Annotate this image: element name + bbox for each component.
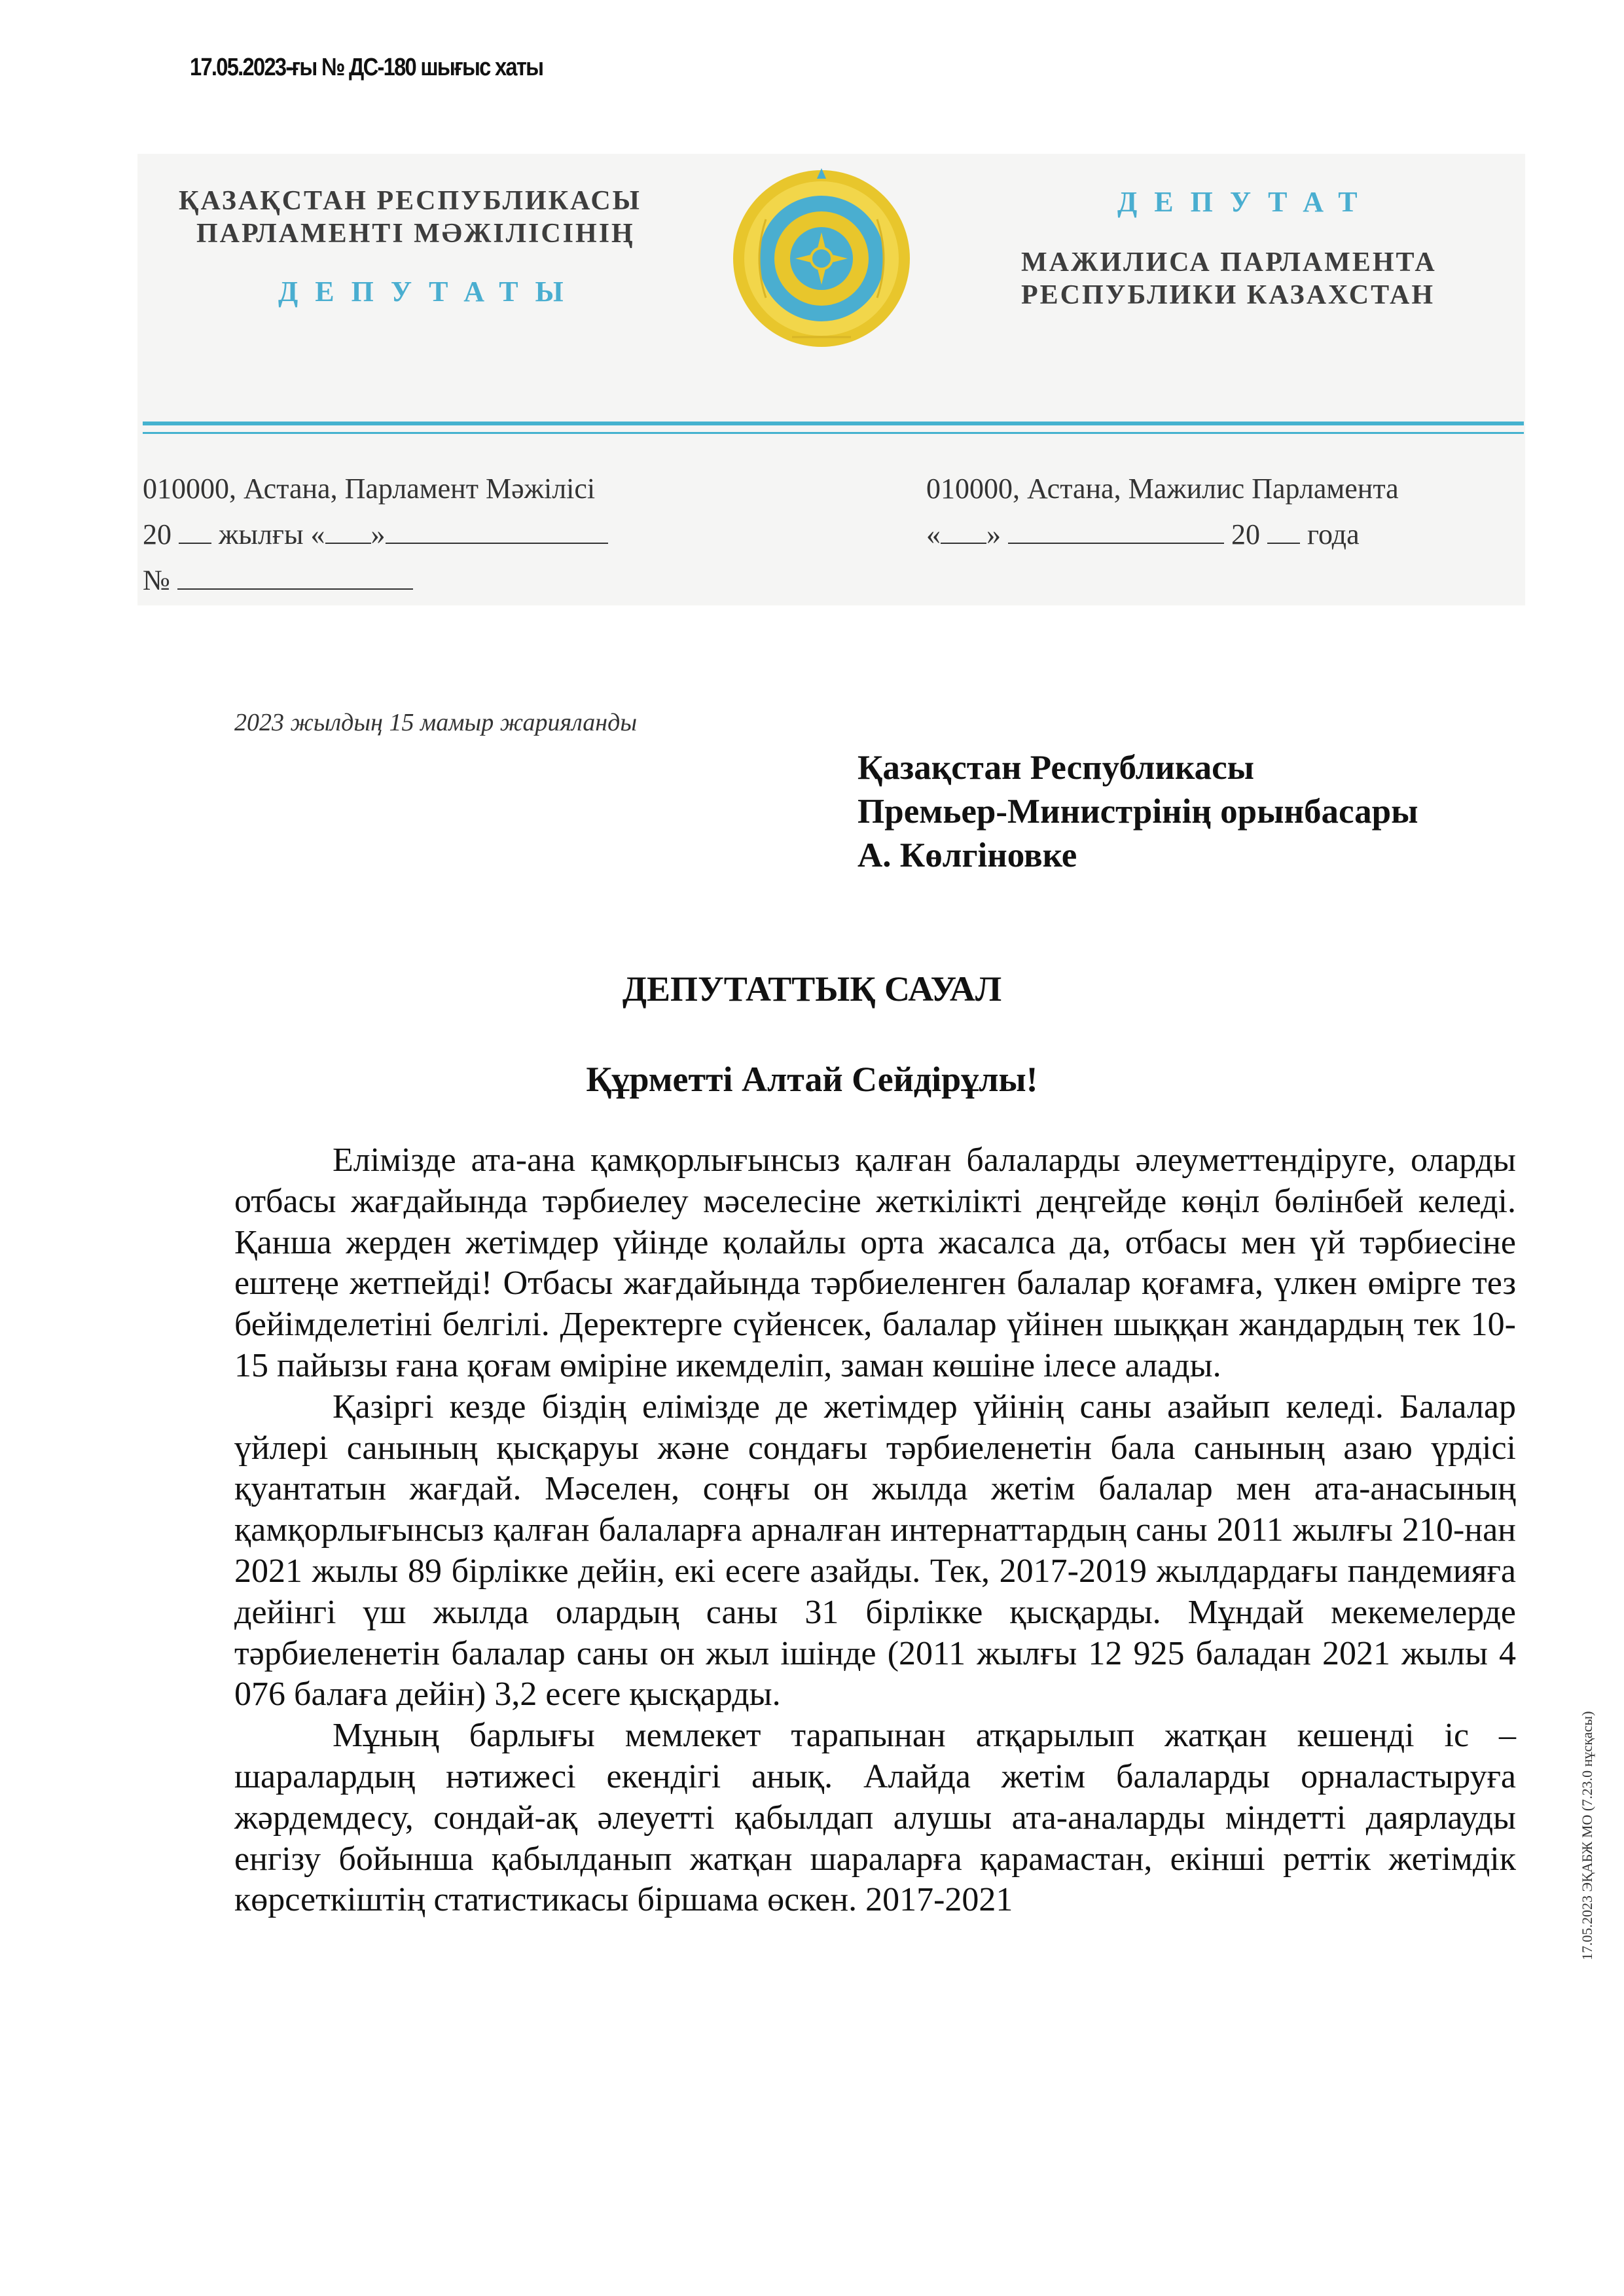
- date-left-month-blank: [386, 516, 608, 544]
- letterhead-left-line2: ПАРЛАМЕНТІ МӘЖІЛІСІНІҢ: [196, 219, 635, 249]
- letterhead-right-deputy: ДЕПУТАТ: [1117, 186, 1375, 218]
- date-right-day-blank: [941, 516, 986, 544]
- date-right-month-blank: [1008, 516, 1224, 544]
- date-left-year-blank: [179, 516, 211, 544]
- letterhead-right-line2: МАЖИЛИСА ПАРЛАМЕНТА: [1021, 247, 1437, 278]
- address-left-number: [143, 558, 608, 603]
- date-right-close: »: [986, 518, 1001, 550]
- address-left-line1: 010000, Астана, Парламент Мәжілісі: [143, 473, 596, 505]
- date-right-year-suffix: года: [1307, 518, 1360, 550]
- state-emblem-icon: [727, 160, 916, 357]
- recipient-line1: Қазақстан Республикасы: [857, 749, 1255, 787]
- date-right-year-blank: [1267, 516, 1300, 544]
- body-paragraph-3: Мұның барлығы мемлекет тарапынан атқарылып жатқан кешенді іс – шаралардың нәтижесі екендігі анық. Алайда жетім балаларды орналастыруға жәрдемдесу, сондай-ақ әлеуетті қабылдап алушы ата-аналарды міндетті даярлауды енгізу бойынша қабылданып жатқан шараларға қарамастан, екінші реттік жетімдік көрсеткіштің статистикасы біршама өскен. 2017-2021: [234, 1717, 1516, 1919]
- letterhead-left-line1: ҚАЗАҚСТАН РЕСПУБЛИКАСЫ: [179, 186, 641, 216]
- body-paragraph-1: Елімізде ата-ана қамқорлығынсыз қалған балаларды әлеуметтендіруге, оларды отбасы жағдайында тәрбиелеу мәселесіне жеткілікті деңгейде көңіл бөлінбей келеді. Қанша жерден жетімдер үйінде қолайлы орта жасалса да, отбасы мен үй тәрбиесіне ештеңе жетпейді! Отбасы жағдайында тәрбиеленген балалар қоғамға, үлкен өмірге тез бейімделетіні белгілі. Деректерге сүйенсек, балалар үйінен шыққан жандардың тек 10-15 пайызы ғана қоғам өміріне икемделіп, заман көшіне ілесе алады.: [234, 1141, 1516, 1384]
- recipient-line2: Премьер-Министрінің орынбасары: [857, 793, 1418, 831]
- side-registration-stamp: 17.05.2023 ЭҚАБЖ МО (7.23.0 нұсқасы): [1579, 1711, 1595, 1960]
- recipient-line3: А. Көлгіновке: [857, 836, 1077, 874]
- letterhead-right-line3: РЕСПУБЛИКИ КАЗАХСТАН: [1021, 280, 1435, 310]
- number-blank: [177, 562, 413, 590]
- address-left: [143, 466, 608, 603]
- published-note: 2023 жылдың 15 мамыр жарияланды: [234, 709, 638, 736]
- letterhead-divider-thin: [143, 432, 1524, 434]
- date-left-year-prefix: 20: [143, 518, 171, 550]
- outgoing-reference: 17.05.2023-ғы № ДС-180 шығыс хаты: [190, 54, 543, 81]
- date-left-close: »: [370, 518, 386, 550]
- salutation: Құрметті Алтай Сейдірұлы!: [586, 1060, 1038, 1099]
- letterhead-divider-thick: [143, 422, 1524, 425]
- letterhead-left-deputy: ДЕПУТАТЫ: [278, 276, 581, 308]
- address-right-date: [926, 512, 1399, 558]
- date-left-middle: жылғы «: [219, 518, 325, 550]
- address-right-line1: 010000, Астана, Мажилис Парламента: [926, 473, 1399, 505]
- date-right-year-prefix: 20: [1231, 518, 1260, 550]
- date-right-open: «: [926, 518, 941, 550]
- number-label: №: [143, 564, 170, 596]
- letter-body: [234, 1140, 1516, 1921]
- document-heading: ДЕПУТАТТЫҚ САУАЛ: [622, 969, 1002, 1009]
- address-right: [926, 466, 1399, 558]
- address-left-date: [143, 512, 608, 558]
- body-paragraph-2: Қазіргі кезде біздің елімізде де жетімдер үйінің саны азайып келеді. Балалар үйлері санының қысқаруы және сондағы тәрбиеленетін бала санының азаю үрдісі қуантатын жағдай. Мәселен, соңғы он жылда жетім балалар мен ата-анасының қамқорлығынсыз қалған балаларға арналған интернаттардың саны 2011 жылғы 210-нан 2021 жылы 89 бірлікке дейін, екі есеге азайды. Тек, 2017-2019 жылдардағы пандемияға дейінгі үш жылда олардың саны 31 бірлікке қысқарды. Мұндай мекемелерде тәрбиеленетін балалар саны он жыл ішінде (2011 жылғы 12 925 баладан 2021 жылы 4 076 балаға дейін) 3,2 есеге қысқарды.: [234, 1388, 1516, 1713]
- date-left-day-blank: [325, 516, 371, 544]
